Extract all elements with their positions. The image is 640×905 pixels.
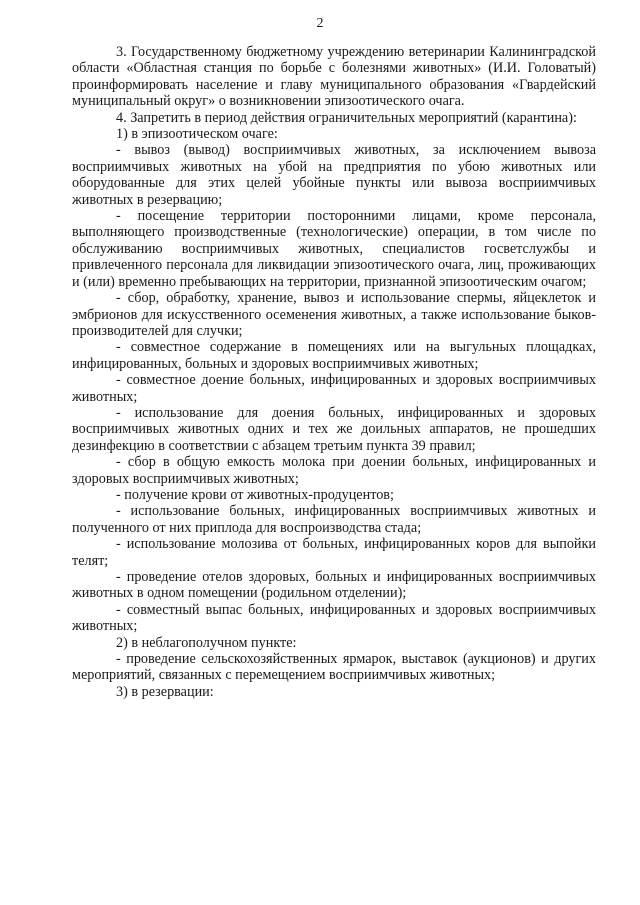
paragraph: 4. Запретить в период действия ограничительных мероприятий (карантина): <box>116 109 577 126</box>
paragraph: - сбор, обработку, хранение, вывоз и использование спермы, яйцеклеток и эмбрионов для искусственного осеменения животных, а также использование быков-производителей для случки; <box>72 290 596 339</box>
page-number: 2 <box>316 16 324 31</box>
paragraph: - использование молозива от больных, инфицированных коров для выпойки телят; <box>72 536 596 569</box>
subsection-heading: 3) в резервации: <box>116 683 214 700</box>
paragraph: - получение крови от животных-продуцентов; <box>116 486 394 503</box>
paragraph: - проведение отелов здоровых, больных и инфицированных восприимчивых животных в одном помещении (родильном отделении); <box>72 569 596 602</box>
paragraph: - совместный выпас больных, инфицированных и здоровых восприимчивых животных; <box>72 601 596 635</box>
document-body <box>72 44 596 700</box>
paragraph: - использование больных, инфицированных восприимчивых животных и полученного от них приплода для воспроизводства стада; <box>72 503 596 536</box>
subsection-heading: 2) в неблагополучном пункте: <box>116 634 297 651</box>
subsection-heading: 1) в эпизоотическом очаге: <box>116 126 278 143</box>
paragraph: - совместное доение больных, инфицированных и здоровых восприимчивых животных; <box>72 372 596 405</box>
paragraph: 3. Государственному бюджетному учреждению ветеринарии Калининградской области «Областная станция по борьбе с болезнями животных» (И.И. Головатый) проинформировать население и главу муниципального образования «Гвардейский муниципальный округ» о возникновении эпизоотического очага. <box>72 44 596 110</box>
paragraph: - проведение сельскохозяйственных ярмарок, выставок (аукционов) и других мероприятий, связанных с перемещением восприимчивых животных; <box>72 651 596 684</box>
paragraph: - совместное содержание в помещениях или на выгульных площадках, инфицированных, больных и здоровых восприимчивых животных; <box>72 339 596 372</box>
paragraph: - вывоз (вывод) восприимчивых животных, за исключением вывоза восприимчивых животных на убой на предприятия по убою животных или оборудованные для этих целей убойные пункты или вывоза восприимчивых животных в резервацию; <box>72 142 596 208</box>
paragraph: - сбор в общую емкость молока при доении больных, инфицированных и здоровых восприимчивых животных; <box>72 454 596 487</box>
paragraph: - использование для доения больных, инфицированных и здоровых восприимчивых животных одних и тех же доильных аппаратов, не прошедших дезинфекцию в соответствии с абзацем третьим пункта 39 правил; <box>72 404 596 454</box>
paragraph: - посещение территории посторонними лицами, кроме персонала, выполняющего производственные (технологические) операции, в том числе по обслуживанию восприимчивых животных, специалистов госветслужбы и привлеченного персонала для ликвидации эпизоотического очага, лиц, проживающих и (или) временно пребывающих на территории, признанной эпизоотическим очагом; <box>72 208 596 290</box>
